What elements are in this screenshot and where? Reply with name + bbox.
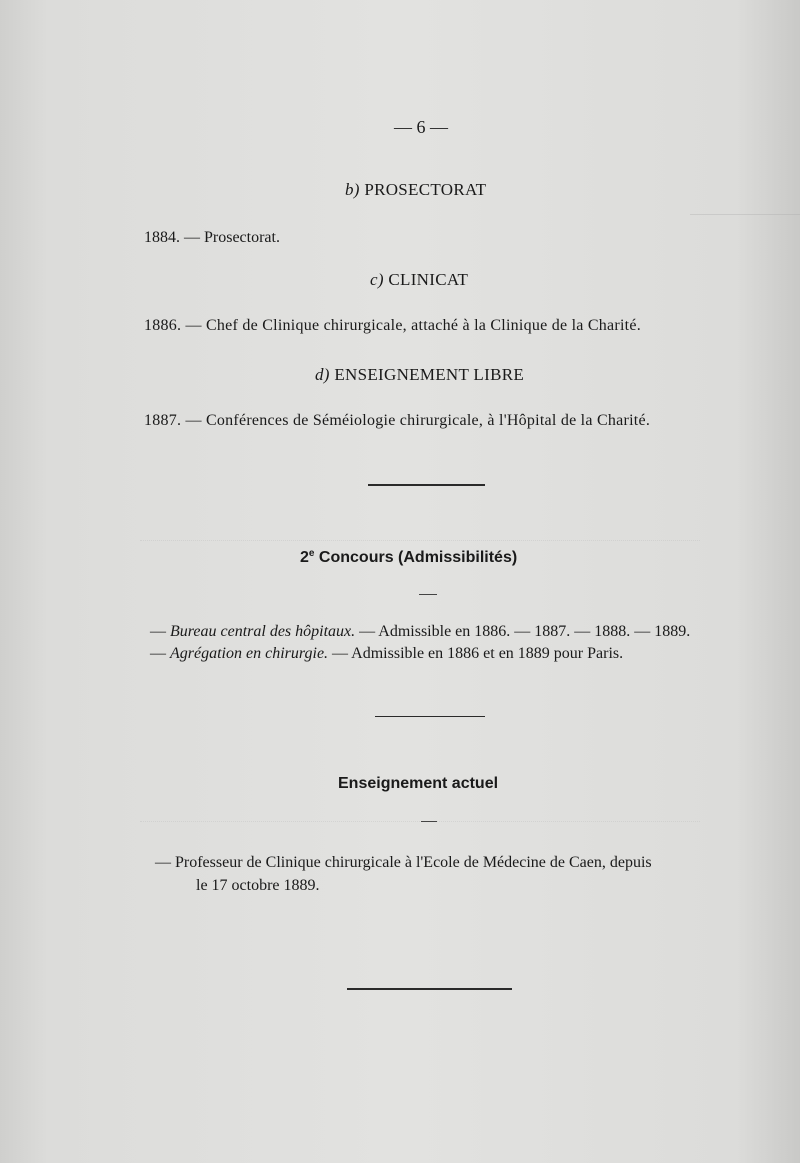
concours-institution: Bureau central des hôpitaux.	[170, 623, 356, 640]
concours-heading	[300, 548, 517, 567]
line-prefix: —	[150, 645, 170, 662]
page-number: — 6 —	[394, 117, 448, 137]
entry-enseignement-libre: 1887. — Conférences de Séméiologie chirurgicale, à l'Hôpital de la Charité.	[144, 412, 651, 429]
entry-clinicat: 1886. — Chef de Clinique chirurgicale, attaché à la Clinique de la Charité.	[144, 317, 641, 334]
concours-line-agregation	[150, 645, 623, 663]
concours-institution: Agrégation en chirurgie.	[170, 645, 329, 662]
enseignement-actuel-heading: Enseignement actuel	[338, 775, 499, 792]
entry-prosectorat: 1884. — Prosectorat.	[144, 229, 280, 246]
short-dash-divider	[421, 821, 437, 822]
section-title: ENSEIGNEMENT LIBRE	[334, 365, 525, 384]
section-letter: d)	[315, 365, 330, 384]
section-title: CLINICAT	[388, 270, 469, 289]
line-prefix: —	[150, 623, 170, 640]
section-heading-enseignement-libre	[315, 365, 524, 385]
section-divider	[375, 716, 485, 717]
section-heading-prosectorat	[345, 180, 486, 200]
short-dash-divider	[419, 594, 437, 595]
closing-rule	[347, 988, 512, 990]
bleed-through-mark	[690, 214, 800, 255]
concours-title: Concours (Admissibilités)	[318, 549, 518, 566]
concours-number: 2	[300, 549, 309, 566]
enseignement-actuel-line-2: le 17 octobre 1889.	[196, 877, 320, 894]
section-letter: c)	[370, 270, 384, 289]
concours-superscript: e	[308, 548, 315, 559]
section-title: PROSECTORAT	[364, 180, 487, 199]
enseignement-actuel-line-1: — Professeur de Clinique chirurgicale à l'Ecole de Médecine de Caen, depuis	[155, 854, 652, 871]
section-letter: b)	[345, 180, 360, 199]
concours-result: — Admissible en 1886 et en 1889 pour Paris.	[328, 645, 624, 662]
section-heading-clinicat	[370, 270, 468, 290]
section-divider	[368, 484, 485, 486]
concours-line-bureau-central	[150, 623, 690, 641]
concours-result: — Admissible en 1886. — 1887. — 1888. — 1889.	[355, 623, 691, 640]
